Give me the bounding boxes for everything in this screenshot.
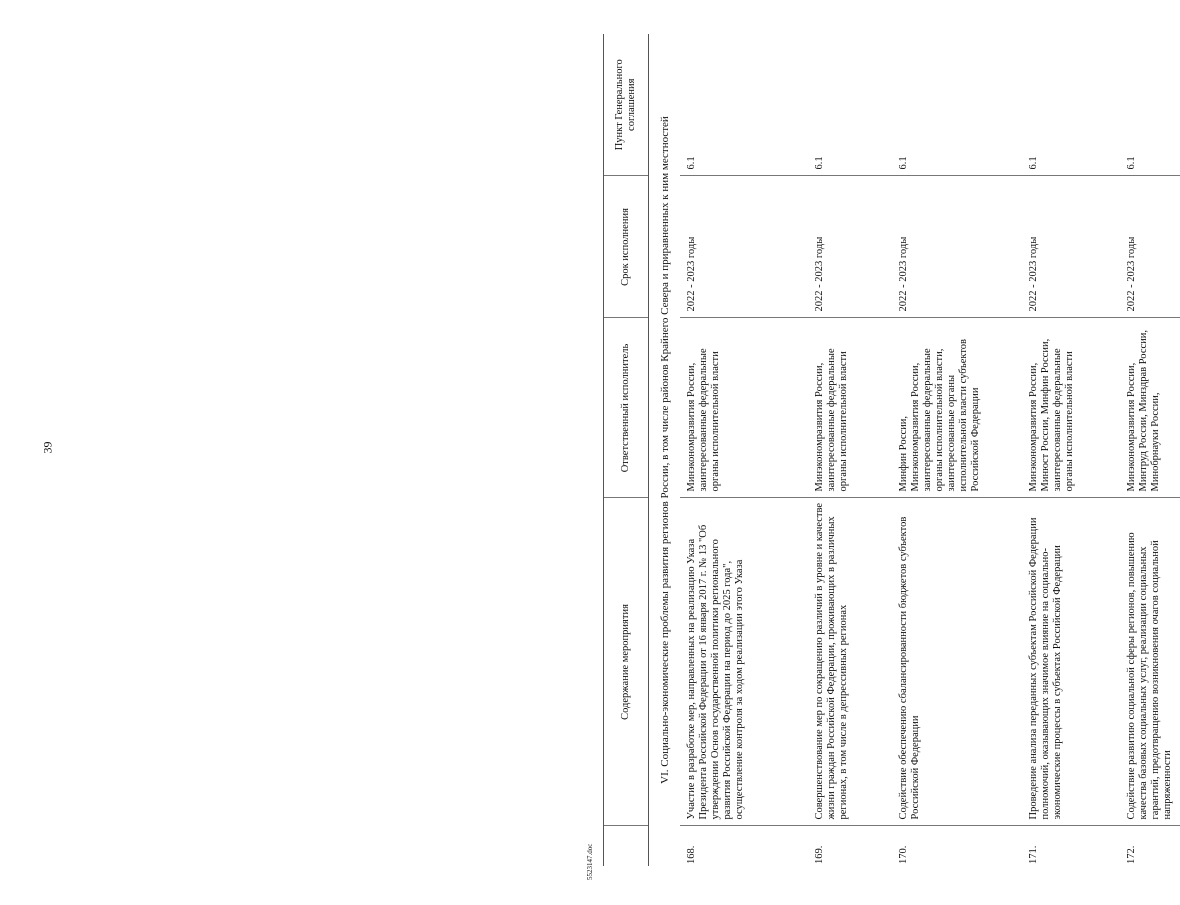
row-content: Проведение анализа переданных субъектам Российской Федерации полномочий, оказывающих значимое влияние на социально-экономические процессы в субъектах Российской Федерации [1022,498,1120,826]
row-number: 172. [1125,845,1137,864]
table-row [892,34,1022,866]
row-content: Содействие развитию социальной сферы регионов, повышению качества базовых социальных услуг, реализации социальных гарантий, предотвращению возникновения очагов социальной напряженности [1120,498,1180,826]
header-number [604,826,649,866]
row-agreement-item: 6.1 [808,34,892,176]
table-row [680,34,808,866]
row-content: Участие в разработке мер, направленных на реализацию Указа Президента Российской Федерации от 16 января 2017 г. № 13 "Об утверждении Основ государственной политики регионального развития Российской Федерации на период до 2025 года", осуществление контроля за ходом реализации этого Указа [680,498,808,826]
row-executor: Минэкономразвития России, заинтересованные федеральные органы исполнительной власти [680,318,808,498]
row-agreement-item: 6.1 [892,34,1022,176]
row-deadline: 2022 - 2023 годы [1022,176,1120,318]
row-content: Совершенствование мер по сокращению различий в уровне и качестве жизни граждан Российской Федерации, проживающих в различных регионах, в том числе в депрессивных регионах [808,498,892,826]
table-row [1022,34,1120,866]
row-agreement-item: 6.1 [1022,34,1120,176]
row-number: 171. [1027,845,1039,864]
row-agreement-item: 6.1 [1120,34,1180,176]
row-deadline: 2022 - 2023 годы [1120,176,1180,318]
table-row [808,34,892,866]
row-deadline: 2022 - 2023 годы [680,176,808,318]
row-agreement-item: 6.1 [680,34,808,176]
table-header-row [604,34,649,866]
page-number: 39 [40,441,55,454]
table-row [1120,34,1180,866]
header-executor: Ответственный исполнитель [604,318,649,498]
section-row [649,34,680,866]
row-executor: Минэкономразвития России, Минтруд России, Минздрав России, Минобрнауки России, [1120,318,1180,498]
row-number: 168. [685,845,697,864]
row-deadline: 2022 - 2023 годы [808,176,892,318]
header-content: Содержание мероприятия [604,498,649,826]
header-agreement-item: Пункт Генерального соглашения [604,34,649,176]
row-executor: Минэкономразвития России, Минюст России, Минфин России, заинтересованные федеральные органы исполнительной власти [1022,318,1120,498]
header-deadline: Срок исполнения [604,176,649,318]
row-number: 170. [897,845,909,864]
measures-table [603,34,1180,866]
row-content: Содействие обеспечению сбалансированности бюджетов субъектов Российской Федерации [892,498,1022,826]
row-number: 169. [813,845,825,864]
row-executor: Минэкономразвития России, заинтересованные федеральные органы исполнительной власти [808,318,892,498]
section-title: VI. Социально-экономические проблемы развития регионов России, в том числе районов Крайнего Севера и приравненных к ним местностей [659,116,671,784]
row-deadline: 2022 - 2023 годы [892,176,1022,318]
row-executor: Минфин России, Минэкономразвития России, заинтересованные федеральные органы исполнительной власти, заинтересованные органы исполнительной власти субъектов Российской Федерации [892,318,1022,498]
footer-document-code: 5523147.doc [586,843,594,880]
document-table-rotated [603,34,1173,866]
